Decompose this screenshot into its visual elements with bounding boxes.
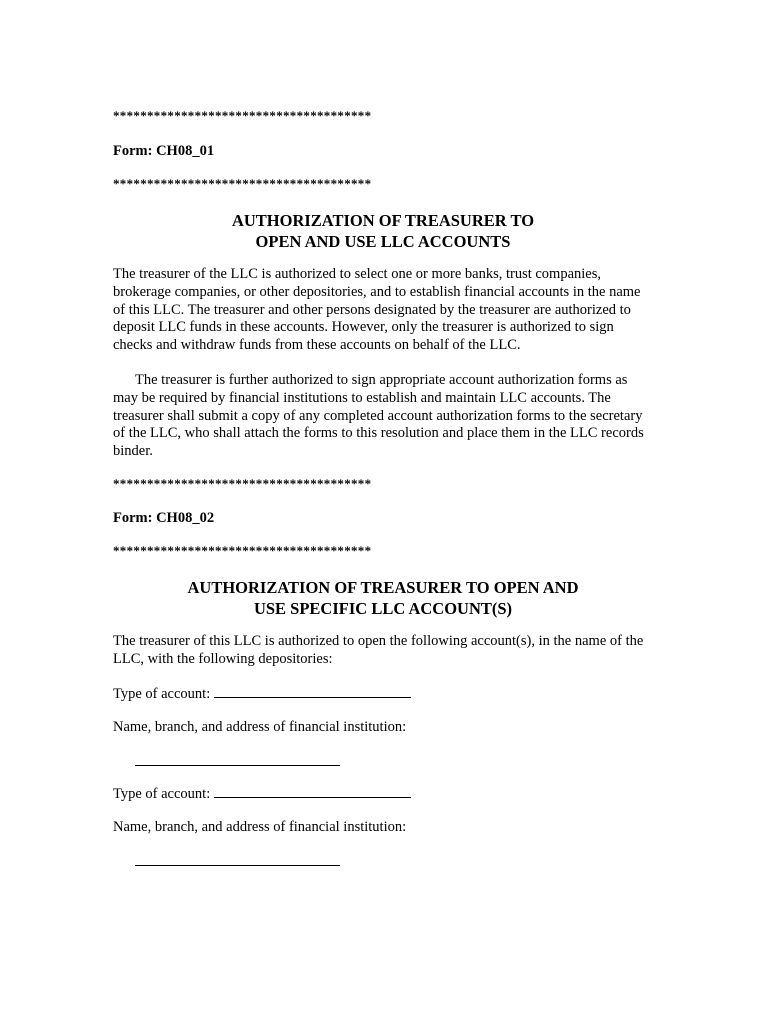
type-of-account-label: Type of account: (113, 686, 211, 702)
form-title-line: AUTHORIZATION OF TREASURER TO OPEN AND (187, 578, 579, 597)
form-label: Form: CH08_01 (113, 143, 215, 159)
form-title-line: OPEN AND USE LLC ACCOUNTS (255, 232, 511, 251)
separator-stars: ************************************** (113, 108, 372, 123)
separator-stars: ************************************** (113, 476, 372, 491)
institution-blank[interactable] (135, 853, 340, 866)
type-of-account-field (113, 685, 411, 703)
institution-field (135, 753, 340, 771)
institution-field (135, 853, 340, 871)
type-of-account-label: Type of account: (113, 786, 211, 802)
type-of-account-field (113, 785, 411, 803)
body-paragraph: The treasurer of the LLC is authorized to select one or more banks, trust companies, brokerage companies, or other depositories, and to establish financial accounts in the name of this LLC. The treasurer and other persons designated by the treasurer are authorized to deposit LLC funds in these accounts. However, only the treasurer is authorized to sign checks and withdraw funds from these accounts on behalf of the LLC. (113, 266, 641, 354)
form-title-line: AUTHORIZATION OF TREASURER TO (231, 211, 535, 230)
separator-stars: ************************************** (113, 176, 372, 191)
type-of-account-blank[interactable] (214, 785, 411, 798)
form-title (113, 210, 653, 252)
form-title-line: USE SPECIFIC LLC ACCOUNT(S) (253, 599, 513, 618)
institution-blank[interactable] (135, 753, 340, 766)
separator-stars: ************************************** (113, 543, 372, 558)
body-paragraph: The treasurer of this LLC is authorized to open the following account(s), in the name of the LLC, with the following depositories: (113, 633, 644, 667)
form-label: Form: CH08_02 (113, 510, 215, 526)
institution-label: Name, branch, and address of financial institution: (113, 719, 407, 735)
institution-label: Name, branch, and address of financial institution: (113, 819, 407, 835)
type-of-account-blank[interactable] (214, 685, 411, 698)
form-title (113, 577, 653, 619)
body-paragraph: The treasurer is further authorized to sign appropriate account authorization forms as may be required by financial institutions to establish and maintain LLC accounts. The treasurer shall submit a copy of any completed account authorization forms to the secretary of the LLC, who shall attach the forms to this resolution and place them in the LLC records binder. (113, 372, 644, 460)
